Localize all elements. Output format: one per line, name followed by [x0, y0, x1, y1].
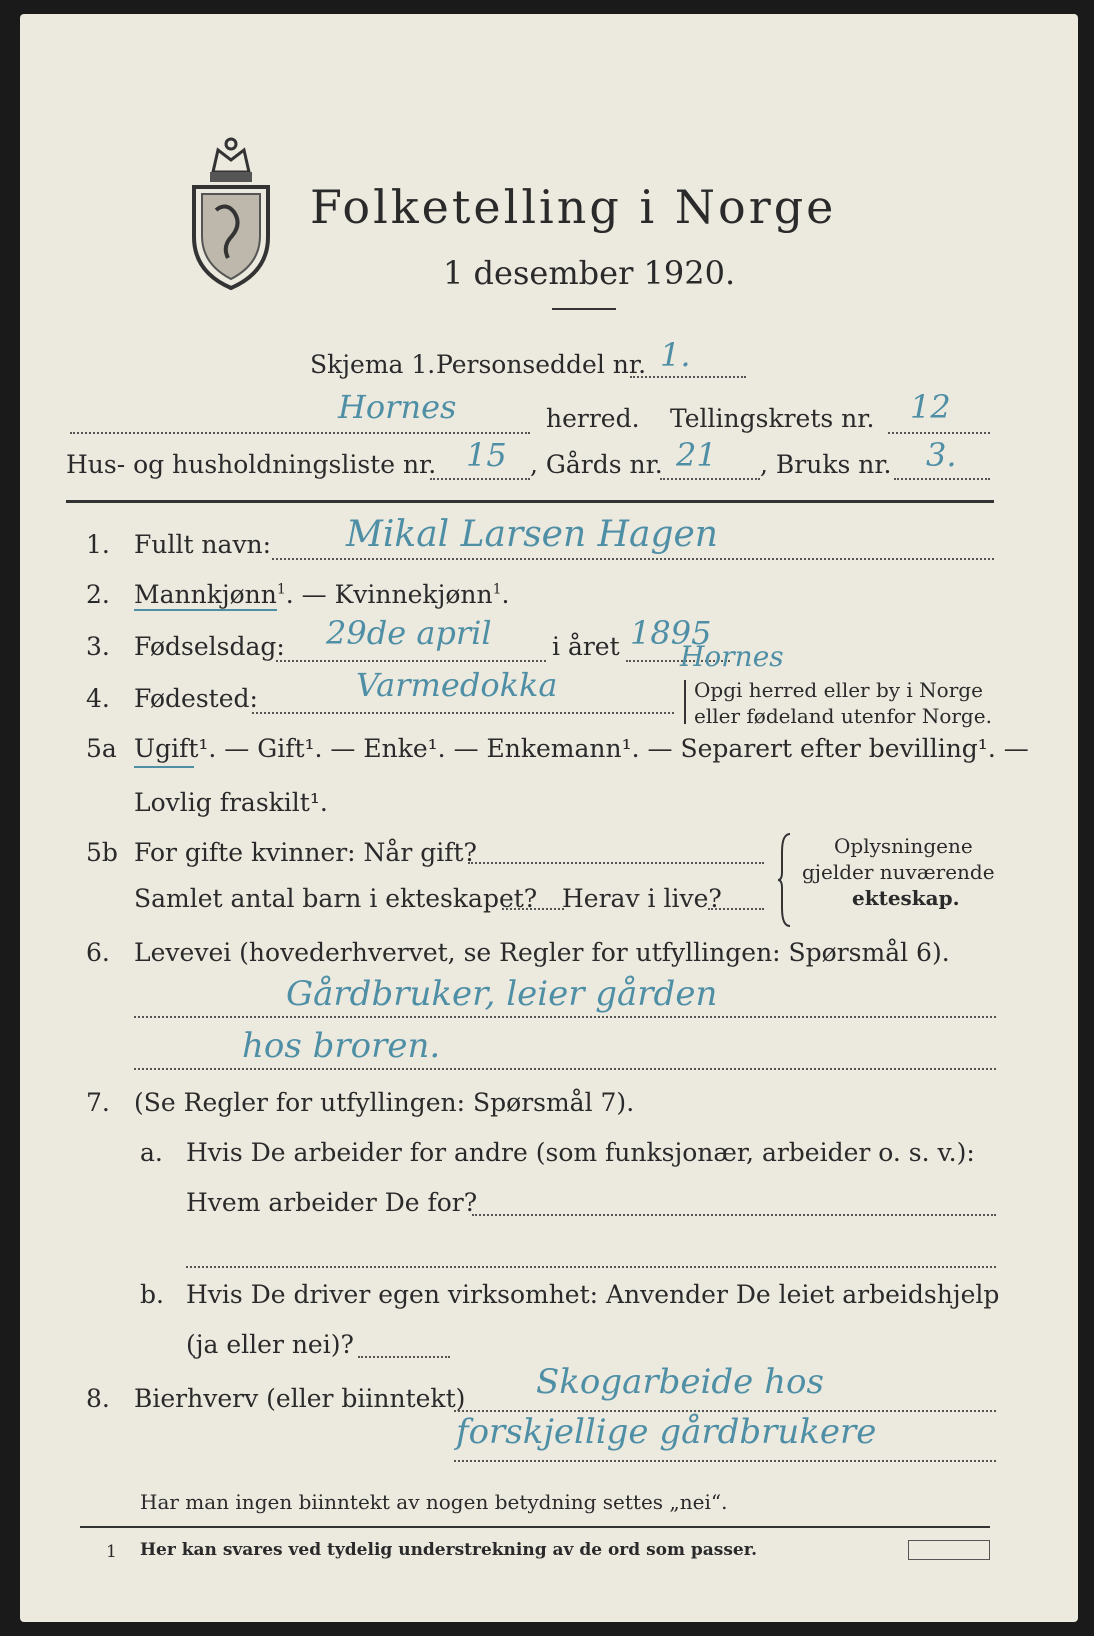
herred-label: herred.	[546, 404, 640, 433]
q8-value-line1: Skogarbeide hos	[536, 1362, 824, 1402]
q7b-line1: Hvis De driver egen virksomhet: Anvender De leiet arbeidshjelp	[186, 1280, 1000, 1309]
hus-label: Hus- og husholdningsliste nr.	[66, 450, 437, 479]
q5b-note-line2: gjelder nuværende	[802, 860, 995, 884]
q3-aret-value: 1895	[630, 614, 712, 652]
q4-note-line1: Opgi herred eller by i Norge	[694, 678, 983, 702]
q6-number: 6.	[86, 938, 110, 967]
q2-number: 2.	[86, 580, 110, 609]
tellingskrets-label: Tellingskrets nr.	[670, 404, 875, 433]
q3-number: 3.	[86, 632, 110, 661]
q1-label: Fullt navn:	[134, 530, 272, 559]
q7b-letter: b.	[140, 1280, 164, 1309]
q5b-line2a: Samlet antal barn i ekteskapet?	[134, 884, 538, 913]
q4-value-corrected: Hornes	[680, 640, 784, 673]
q7b-line2: (ja eller nei)?	[186, 1330, 354, 1359]
q7a-line1: Hvis De arbeider for andre (som funksjonær, arbeider o. s. v.):	[186, 1138, 975, 1167]
q5a-line1: Ugift¹. — Gift¹. — Enke¹. — Enkemann¹. — Separert efter bevilling¹. —	[134, 734, 1029, 763]
census-date: 1 desember 1920.	[443, 254, 736, 292]
personseddel-value: 1.	[660, 336, 691, 374]
q3-aret-label: i året	[552, 632, 620, 661]
brace-icon	[778, 832, 794, 928]
q8-value-line2: forskjellige gårdbrukere	[456, 1412, 877, 1452]
q5a-number: 5a	[86, 734, 117, 763]
form-title: Folketelling i Norge	[310, 180, 837, 234]
q2-options: Mannkjønn$^1$. — Kvinnekjønn$^1$.	[134, 580, 510, 609]
q4-value: Varmedokka	[356, 666, 558, 704]
q8-label: Bierhverv (eller biinntekt)	[134, 1384, 466, 1413]
tellingskrets-value: 12	[910, 388, 951, 426]
q7a-letter: a.	[140, 1138, 163, 1167]
footer-rule	[80, 1526, 990, 1528]
q7a-line2: Hvem arbeider De for?	[186, 1188, 478, 1217]
q2-mannkjonn: Mannkjønn	[134, 580, 277, 609]
gards-label: , Gårds nr.	[530, 450, 663, 479]
q5b-line2b: Herav i live?	[562, 884, 722, 913]
q4-label: Fødested:	[134, 684, 258, 713]
q6-value-line2: hos broren.	[242, 1026, 441, 1066]
census-form	[20, 14, 1078, 1622]
q7-label: (Se Regler for utfyllingen: Spørsmål 7).	[134, 1088, 635, 1117]
q2-kvinnekjonn: Kvinnekjønn	[334, 580, 493, 609]
skjema-label: Skjema 1.	[310, 350, 436, 379]
hus-value: 15	[466, 436, 507, 474]
q4-note-line2: eller fødeland utenfor Norge.	[694, 704, 992, 728]
herred-value: Hornes	[338, 388, 457, 426]
q5b-note-line3: ekteskap.	[852, 886, 960, 910]
footnote-mark: 1	[106, 1542, 117, 1562]
bruks-label: , Bruks nr.	[760, 450, 892, 479]
footnote-text: Her kan svares ved tydelig understrekning av de ord som passer.	[140, 1540, 758, 1560]
note-nei: Har man ingen biinntekt av nogen betydning settes „nei“.	[140, 1490, 728, 1514]
q5a-line2: Lovlig fraskilt¹.	[134, 788, 328, 817]
q8-number: 8.	[86, 1384, 110, 1413]
printer-stamp	[908, 1540, 990, 1560]
q3-value: 29de april	[326, 614, 492, 652]
coat-of-arms-icon	[188, 132, 274, 292]
q1-number: 1.	[86, 530, 110, 559]
title-divider	[552, 308, 616, 310]
q6-value-line1: Gårdbruker, leier gården	[286, 974, 718, 1014]
header-rule	[66, 500, 994, 503]
bruks-value: 3.	[926, 436, 957, 474]
q7-number: 7.	[86, 1088, 110, 1117]
q5b-line1: For gifte kvinner: Når gift?	[134, 838, 477, 867]
q6-label: Levevei (hovederhvervet, se Regler for utfyllingen: Spørsmål 6).	[134, 938, 950, 967]
q4-number: 4.	[86, 684, 110, 713]
personseddel-label: Personseddel nr.	[436, 350, 647, 379]
q5b-note-line1: Oplysningene	[834, 834, 973, 858]
q5b-number: 5b	[86, 838, 118, 867]
q1-value: Mikal Larsen Hagen	[346, 514, 718, 555]
gards-value: 21	[676, 436, 717, 474]
q3-label: Fødselsdag:	[134, 632, 285, 661]
